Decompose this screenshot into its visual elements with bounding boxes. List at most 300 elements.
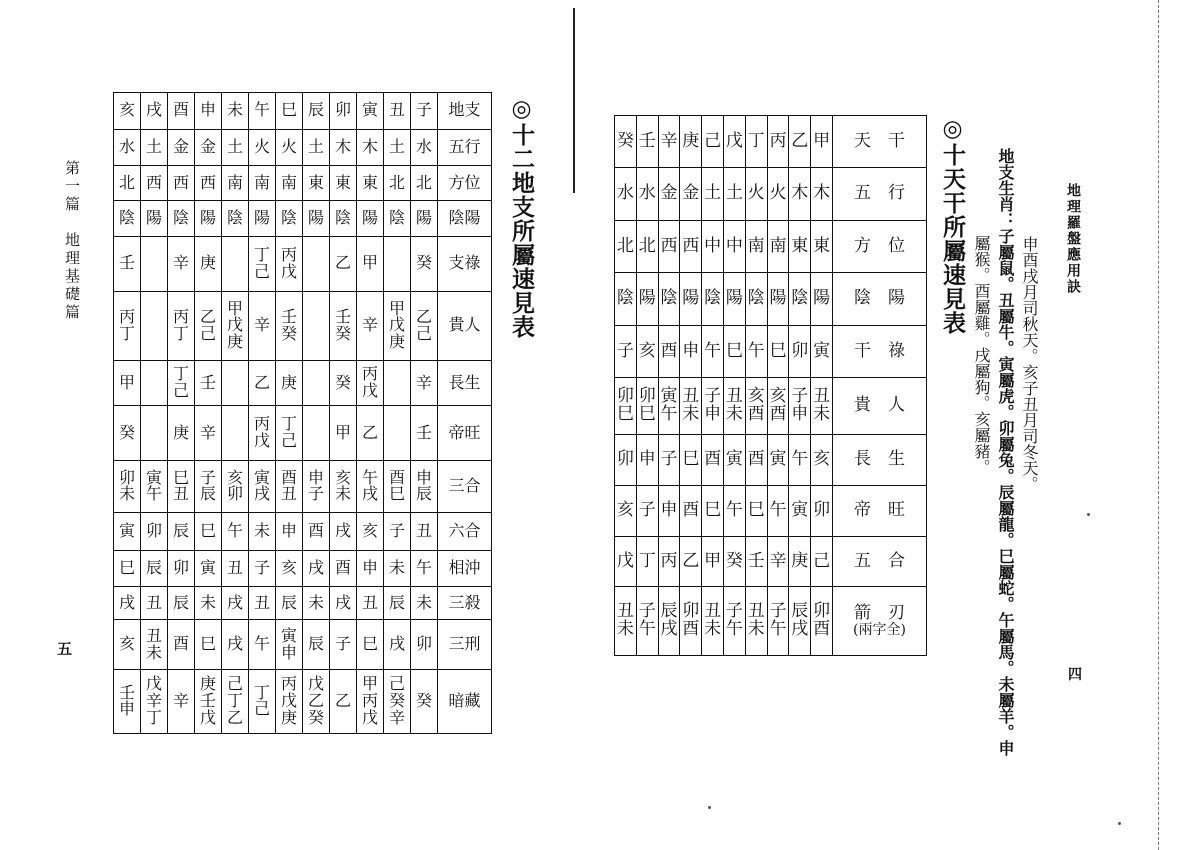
- cell-text: 北: [638, 235, 656, 256]
- cell-text: 辰: [199, 484, 216, 504]
- cell-text: 木: [361, 136, 378, 156]
- table-cell: [811, 168, 833, 220]
- cell-text: 甲: [361, 253, 378, 273]
- table-cell: [276, 620, 303, 670]
- cell-text: 癸: [334, 372, 351, 392]
- cell-text: 辛: [769, 550, 787, 571]
- cell-text: 癸: [118, 422, 135, 442]
- cell-text: 辛: [172, 253, 189, 273]
- table-cell: [384, 620, 411, 670]
- table-cell: [680, 220, 702, 272]
- table-cell: [303, 291, 330, 360]
- cell-text: 卯: [145, 521, 162, 541]
- cell-text: 亥: [616, 500, 634, 521]
- row-label: [438, 360, 492, 406]
- cell-text: 中: [704, 235, 722, 256]
- cell-text: 寅: [118, 521, 135, 541]
- cell-text: 己: [172, 381, 189, 400]
- table-cell: [114, 406, 141, 461]
- cell-text: 辰: [145, 558, 162, 578]
- cell-text: 丙: [280, 245, 297, 265]
- row-label: [832, 486, 926, 536]
- cell-text: 亥: [118, 100, 135, 120]
- table-cell: [723, 378, 745, 435]
- table-cell: [636, 220, 658, 272]
- table-cell: [615, 168, 637, 220]
- table-cell: [195, 551, 222, 586]
- cell-text: 未: [145, 642, 162, 662]
- cell-text: 申: [280, 642, 297, 662]
- cell-text: 丑: [388, 100, 405, 120]
- cell-text: 西: [172, 172, 189, 192]
- row-label: [832, 168, 926, 220]
- cell-text: 戊: [280, 261, 297, 281]
- cell-text: 巳: [725, 340, 743, 361]
- table-cell: [745, 536, 767, 586]
- table-cell: [789, 536, 811, 586]
- cell-text: 丙: [172, 306, 189, 326]
- table-cell: [141, 166, 168, 201]
- table-cell: [249, 551, 276, 586]
- row-label-text: 六合: [448, 521, 481, 541]
- cell-text: 丑: [415, 521, 432, 541]
- table-cell: [615, 434, 637, 485]
- table-cell: [141, 406, 168, 461]
- cell-text: 金: [172, 136, 189, 156]
- table-cell: [222, 406, 249, 461]
- cell-text: 寅: [145, 467, 162, 487]
- cell-text: 丑: [616, 601, 634, 622]
- row-label-text: 五行: [448, 136, 481, 156]
- cell-text: 陽: [638, 288, 656, 309]
- table-cell: [222, 236, 249, 291]
- table-cell: [195, 291, 222, 360]
- cell-text: 庚: [280, 372, 297, 392]
- table-cell: [195, 512, 222, 551]
- table-cell: [767, 486, 789, 536]
- cell-text: 丑: [145, 592, 162, 612]
- table-cell: [168, 236, 195, 291]
- cell-text: 丁: [253, 682, 270, 702]
- table-cell: [680, 325, 702, 377]
- table-cell: [249, 93, 276, 130]
- table-cell: [615, 536, 637, 586]
- cell-text: 午: [660, 404, 678, 425]
- text-line-3: 屬猴。酉屬雞。戌屬狗。亥屬豬。: [972, 235, 991, 475]
- cell-text: 己: [813, 550, 831, 571]
- table-cell: [276, 236, 303, 291]
- cell-text: 亥: [638, 340, 656, 361]
- cell-text: 己: [253, 261, 270, 281]
- cell-text: 子: [704, 386, 722, 407]
- table-cell: [114, 360, 141, 406]
- page-edge: [1158, 0, 1159, 850]
- row-label: [832, 587, 926, 656]
- cell-text: 卯: [638, 386, 656, 407]
- cell-text: 己: [704, 130, 722, 151]
- table-cell: [276, 360, 303, 406]
- cell-text: 巳: [199, 521, 216, 541]
- cell-text: 土: [704, 183, 722, 204]
- cell-text: 辛: [253, 315, 270, 335]
- table-cell: [745, 378, 767, 435]
- table-cell: [745, 325, 767, 377]
- table-cell: [789, 587, 811, 656]
- cell-text: 子: [725, 601, 743, 622]
- table-row: [615, 273, 927, 325]
- row-label-text: 帝旺: [448, 422, 481, 442]
- cell-text: 卯: [813, 601, 831, 622]
- table-cell: [249, 129, 276, 166]
- text-line-2: 地支生肖：子屬鼠。丑屬牛。寅屬虎。卯屬兔。辰屬龍。巳屬蛇。午屬馬。未屬羊。申: [996, 148, 1015, 756]
- table-cell: [276, 406, 303, 461]
- row-label-text: 方 位: [853, 235, 905, 256]
- cell-text: 酉: [172, 100, 189, 120]
- cell-text: 辰: [172, 592, 189, 612]
- cell-text: 己: [199, 323, 216, 343]
- table-cell: [249, 620, 276, 670]
- cell-text: 戊: [253, 431, 270, 451]
- cell-text: 子: [199, 467, 216, 487]
- cell-text: 卯: [334, 100, 351, 120]
- table-cell: [615, 378, 637, 435]
- table-cell: [357, 129, 384, 166]
- cell-text: 己: [226, 674, 243, 694]
- row-label-text: 相沖: [448, 558, 481, 578]
- cell-text: 未: [616, 619, 634, 640]
- cell-text: 辰: [307, 634, 324, 654]
- table-cell: [222, 586, 249, 619]
- table-cell: [384, 93, 411, 130]
- table-cell: [723, 587, 745, 656]
- table-cell: [702, 378, 724, 435]
- right-page-number: 四: [1068, 667, 1082, 683]
- table-cell: [141, 586, 168, 619]
- table-cell: [384, 406, 411, 461]
- cell-text: 午: [725, 500, 743, 521]
- table-cell: [249, 461, 276, 513]
- left-page-header: 第一篇 地理基礎篇: [63, 160, 81, 322]
- table-cell: [330, 291, 357, 360]
- cell-text: 卯: [415, 634, 432, 654]
- row-label: [438, 236, 492, 291]
- table-cell: [384, 586, 411, 619]
- left-page-number: 五: [57, 640, 73, 658]
- row-label: [438, 669, 492, 733]
- table-cell: [330, 586, 357, 619]
- cell-text: 辰: [388, 592, 405, 612]
- cell-text: 丁: [118, 323, 135, 343]
- cell-text: 酉: [172, 634, 189, 654]
- cell-text: 丑: [813, 386, 831, 407]
- cell-text: 陰: [334, 208, 351, 228]
- table-cell: [303, 551, 330, 586]
- cell-text: 辰: [172, 521, 189, 541]
- cell-text: 申: [660, 500, 678, 521]
- table-cell: [330, 201, 357, 236]
- row-label: [438, 129, 492, 166]
- cell-text: 辛: [415, 372, 432, 392]
- cell-text: 戌: [334, 521, 351, 541]
- cell-text: 陽: [199, 208, 216, 228]
- cell-text: 酉: [813, 619, 831, 640]
- table-cell: [303, 512, 330, 551]
- cell-text: 卯: [616, 449, 634, 470]
- table-cell: [615, 486, 637, 536]
- cell-text: 癸: [388, 691, 405, 711]
- table-row: [114, 512, 492, 551]
- table-cell: [636, 273, 658, 325]
- table-cell: [141, 236, 168, 291]
- table-cell: [195, 129, 222, 166]
- cell-text: 庚: [226, 332, 243, 352]
- table-cell: [114, 129, 141, 166]
- row-label-text: 貴 人: [853, 395, 905, 416]
- row-label-text: 長生: [448, 372, 481, 392]
- table-cell: [330, 360, 357, 406]
- table-row: [114, 129, 492, 166]
- cell-text: 土: [725, 183, 743, 204]
- table-cell: [811, 378, 833, 435]
- cell-text: 午: [791, 449, 809, 470]
- table-cell: [249, 586, 276, 619]
- row-label: [832, 220, 926, 272]
- table-cell: [789, 168, 811, 220]
- table-cell: [702, 325, 724, 377]
- cell-text: 水: [118, 136, 135, 156]
- cell-text: 午: [145, 484, 162, 504]
- table-row: [114, 406, 492, 461]
- cell-text: 丑: [704, 601, 722, 622]
- cell-text: 午: [704, 340, 722, 361]
- cell-text: 寅: [769, 449, 787, 470]
- table-cell: [384, 669, 411, 733]
- cell-text: 中: [725, 235, 743, 256]
- cell-text: 丙: [253, 414, 270, 434]
- cell-text: 未: [747, 619, 765, 640]
- table-cell: [303, 406, 330, 461]
- cell-text: 寅: [660, 386, 678, 407]
- cell-text: 戌: [660, 619, 678, 640]
- cell-text: 水: [616, 183, 634, 204]
- cell-text: 申: [361, 558, 378, 578]
- table-cell: [114, 512, 141, 551]
- cell-text: 子: [638, 601, 656, 622]
- cell-text: 辰: [280, 592, 297, 612]
- table-cell: [745, 220, 767, 272]
- table-cell: [411, 512, 438, 551]
- cell-text: 午: [747, 340, 765, 361]
- table-cell: [767, 536, 789, 586]
- cell-text: 申: [791, 404, 809, 425]
- table-cell: [249, 201, 276, 236]
- text-line-1: 申酉戌月司秋天。亥子丑月司冬天。: [1020, 236, 1039, 492]
- table-cell: [702, 116, 724, 168]
- table-cell: [222, 166, 249, 201]
- table-cell: [767, 273, 789, 325]
- twelve-branches-title: ◎十二地支所屬速見表: [508, 95, 535, 339]
- table-cell: [222, 129, 249, 166]
- cell-text: 巳: [616, 404, 634, 425]
- table-cell: [114, 236, 141, 291]
- cell-text: 戌: [361, 484, 378, 504]
- table-cell: [168, 201, 195, 236]
- table-cell: [141, 461, 168, 513]
- table-cell: [168, 129, 195, 166]
- cell-text: 丑: [280, 484, 297, 504]
- table-row: [114, 461, 492, 513]
- table-cell: [702, 434, 724, 485]
- table-row: [615, 486, 927, 536]
- row-label-text: 三合: [448, 476, 481, 496]
- table-cell: [357, 291, 384, 360]
- cell-text: 陽: [415, 208, 432, 228]
- cell-text: 酉: [334, 558, 351, 578]
- cell-text: 酉: [747, 404, 765, 425]
- cell-text: 丁: [253, 245, 270, 265]
- cell-text: 亥: [361, 521, 378, 541]
- cell-text: 癸: [415, 691, 432, 711]
- cell-text: 酉: [704, 449, 722, 470]
- table-cell: [411, 551, 438, 586]
- cell-text: 子: [660, 449, 678, 470]
- table-cell: [303, 360, 330, 406]
- table-cell: [303, 129, 330, 166]
- table-cell: [141, 129, 168, 166]
- cell-text: 陽: [725, 288, 743, 309]
- cell-text: 甲: [813, 130, 831, 151]
- cell-text: 酉: [280, 467, 297, 487]
- table-cell: [276, 586, 303, 619]
- table-cell: [723, 168, 745, 220]
- table-cell: [357, 360, 384, 406]
- table-cell: [168, 406, 195, 461]
- table-cell: [357, 406, 384, 461]
- cell-text: 丑: [253, 592, 270, 612]
- cell-text: 亥: [118, 634, 135, 654]
- table-cell: [411, 620, 438, 670]
- cell-text: 戌: [253, 484, 270, 504]
- table-cell: [330, 236, 357, 291]
- cell-text: 庚: [199, 253, 216, 273]
- row-label-text: 支祿: [448, 253, 481, 273]
- table-cell: [811, 434, 833, 485]
- cell-text: 壬: [118, 253, 135, 273]
- table-cell: [357, 620, 384, 670]
- row-label: [438, 586, 492, 619]
- cell-text: 庚: [791, 550, 809, 571]
- cell-text: 西: [682, 235, 700, 256]
- cell-text: 午: [361, 467, 378, 487]
- cell-text: 卯: [172, 558, 189, 578]
- cell-text: 乙: [682, 550, 700, 571]
- twelve-branches-table: [113, 92, 492, 734]
- table-cell: [702, 536, 724, 586]
- cell-text: 辛: [361, 315, 378, 335]
- cell-text: 酉: [307, 521, 324, 541]
- table-cell: [384, 461, 411, 513]
- table-cell: [330, 461, 357, 513]
- cell-text: 寅: [253, 467, 270, 487]
- table-row: [114, 669, 492, 733]
- cell-text: 陽: [813, 288, 831, 309]
- table-cell: [357, 512, 384, 551]
- cell-text: 寅: [791, 500, 809, 521]
- table-cell: [141, 669, 168, 733]
- table-cell: [330, 93, 357, 130]
- cell-text: 丁: [638, 550, 656, 571]
- cell-text: 卯: [616, 386, 634, 407]
- cell-text: 丁: [172, 323, 189, 343]
- table-cell: [114, 461, 141, 513]
- cell-text: 己: [280, 431, 297, 451]
- cell-text: 巳: [172, 467, 189, 487]
- cell-text: 寅: [280, 625, 297, 645]
- cell-text: 北: [118, 172, 135, 192]
- cell-text: 壬: [118, 682, 135, 702]
- cell-text: 寅: [199, 558, 216, 578]
- cell-text: 木: [791, 183, 809, 204]
- table-cell: [195, 620, 222, 670]
- cell-text: 申: [704, 404, 722, 425]
- cell-text: 土: [226, 136, 243, 156]
- cell-text: 巳: [638, 404, 656, 425]
- cell-text: 辛: [660, 130, 678, 151]
- row-label: [438, 291, 492, 360]
- table-cell: [658, 486, 680, 536]
- row-label-text: 長 生: [853, 449, 905, 470]
- cell-text: 未: [253, 521, 270, 541]
- table-row: [615, 168, 927, 220]
- cell-text: 西: [145, 172, 162, 192]
- table-cell: [357, 586, 384, 619]
- table-cell: [114, 201, 141, 236]
- cell-text: 辛: [172, 691, 189, 711]
- table-row: [114, 93, 492, 130]
- table-cell: [276, 93, 303, 130]
- row-label: [438, 93, 492, 130]
- table-cell: [702, 486, 724, 536]
- table-row: [615, 325, 927, 377]
- table-row: [615, 116, 927, 168]
- table-cell: [168, 166, 195, 201]
- table-cell: [222, 461, 249, 513]
- table-cell: [615, 116, 637, 168]
- table-cell: [303, 586, 330, 619]
- cell-text: 陰: [791, 288, 809, 309]
- cell-text: 庚: [199, 674, 216, 694]
- cell-text: 戌: [388, 634, 405, 654]
- cell-text: 戊: [280, 691, 297, 711]
- cell-text: 水: [638, 183, 656, 204]
- cell-text: 子: [388, 521, 405, 541]
- cell-text: 亥: [747, 386, 765, 407]
- row-label: [832, 434, 926, 485]
- table-cell: [303, 201, 330, 236]
- row-label-text: 暗藏: [448, 691, 481, 711]
- table-cell: [330, 166, 357, 201]
- cell-text: 西: [199, 172, 216, 192]
- cell-text: 己: [388, 674, 405, 694]
- table-cell: [723, 536, 745, 586]
- table-cell: [195, 201, 222, 236]
- cell-text: 寅: [813, 340, 831, 361]
- cell-text: 子: [616, 340, 634, 361]
- table-cell: [767, 378, 789, 435]
- cell-text: 酉: [682, 619, 700, 640]
- row-label: [438, 620, 492, 670]
- table-cell: [357, 201, 384, 236]
